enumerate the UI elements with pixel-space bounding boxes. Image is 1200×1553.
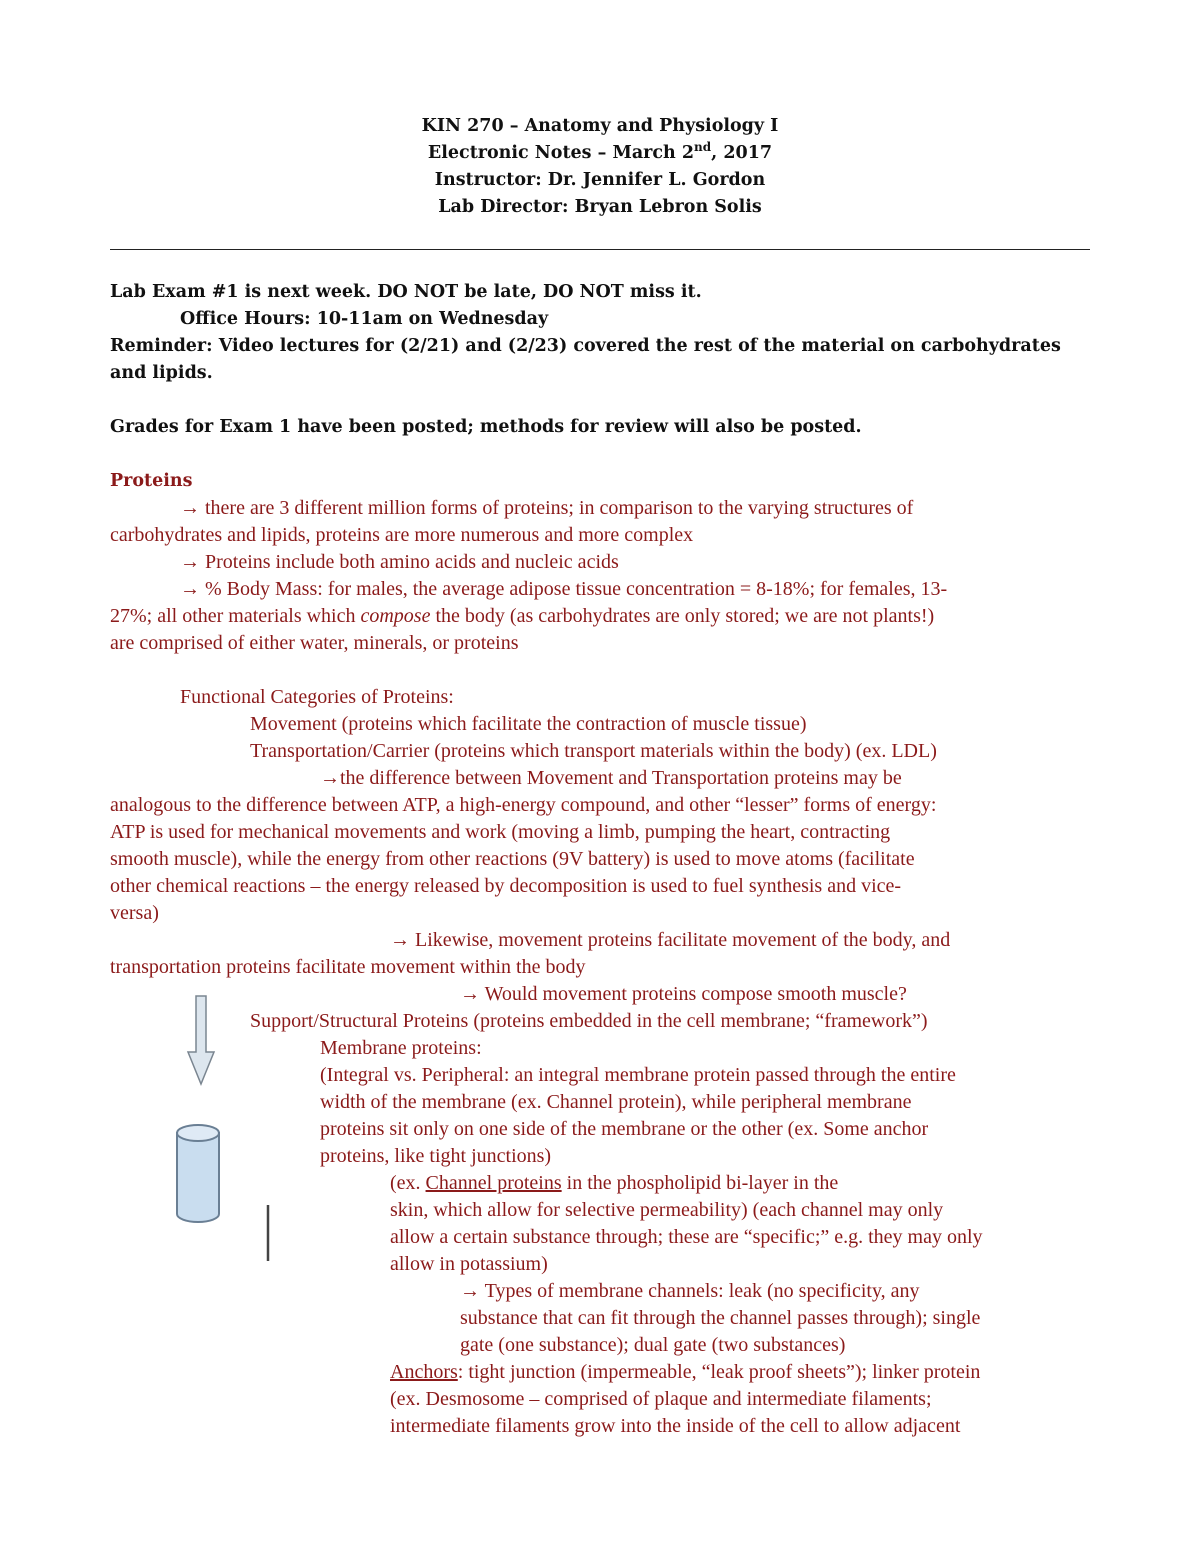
notes-date-suffix: , 2017 (711, 143, 773, 163)
channel-line-1-a: (ex. (390, 1172, 426, 1194)
proteins-para-3-line-2-c: the body (as carbohydrates are only stored; we are not plants!) (430, 605, 935, 627)
office-hours-note: Office Hours: 10-11am on Wednesday (180, 309, 549, 329)
functional-categories-heading: Functional Categories of Proteins: (180, 686, 454, 708)
reminder-line-1: Reminder: Video lectures for (2/21) and (2/23) covered the rest of the material on carbohydrates (110, 336, 1061, 356)
membrane-proteins-heading: Membrane proteins: (320, 1037, 482, 1059)
difference-line-6: versa) (110, 902, 159, 924)
lab-director-line: Lab Director: Bryan Lebron Solis (438, 197, 762, 217)
channel-proteins-term: Channel proteins (425, 1172, 562, 1194)
channel-line-1-c: in the phospholipid bi-layer in the (561, 1172, 839, 1194)
channel-line-1 (390, 1170, 838, 1197)
likewise-line-1: → Likewise, movement proteins facilitate movement of the body, and (390, 929, 951, 951)
proteins-heading: Proteins (110, 471, 193, 491)
smooth-muscle-question: → Would movement proteins compose smooth muscle? (460, 983, 907, 1005)
anchors-line-1 (390, 1359, 980, 1386)
lab-exam-note: Lab Exam #1 is next week. DO NOT be late, DO NOT miss it. (110, 282, 702, 302)
proteins-para-3-line-2-a: 27%; all other materials which (110, 605, 361, 627)
integral-line-4: proteins, like tight junctions) (320, 1145, 552, 1167)
proteins-para-3-line-1: → % Body Mass: for males, the average adipose tissue concentration = 8-18%; for females, 13- (180, 578, 948, 600)
support-category: Support/Structural Proteins (proteins embedded in the cell membrane; “framework”) (250, 1010, 928, 1032)
integral-line-3: proteins sit only on one side of the membrane or the other (ex. Some anchor (320, 1118, 929, 1140)
anchors-line-3: intermediate filaments grow into the inside of the cell to allow adjacent (390, 1415, 961, 1437)
difference-line-2: analogous to the difference between ATP, a high-energy compound, and other “lesser” forms of energy: (110, 794, 937, 816)
anchors-term: Anchors (390, 1361, 458, 1383)
vertical-bar-drawing (262, 1203, 274, 1265)
channel-types-line-2: substance that can fit through the channel passes through); single (460, 1307, 981, 1329)
anchors-line-2: (ex. Desmosome – comprised of plaque and intermediate filaments; (390, 1388, 932, 1410)
difference-line-5: other chemical reactions – the energy released by decomposition is used to fuel synthesis and vice- (110, 875, 902, 897)
notes-date-sup: nd (694, 140, 712, 154)
down-arrow-drawing (180, 990, 225, 1090)
compose-emphasis: compose (360, 605, 431, 627)
header-divider (110, 249, 1090, 250)
course-title: KIN 270 – Anatomy and Physiology I (421, 116, 779, 136)
difference-line-4: smooth muscle), while the energy from other reactions (9V battery) is used to move atoms (facilitate (110, 848, 915, 870)
channel-types-line-1: → Types of membrane channels: leak (no specificity, any (460, 1280, 920, 1302)
notes-date (0, 140, 1200, 167)
proteins-para-3-line-3: are comprised of either water, minerals, or proteins (110, 632, 519, 654)
channel-types-line-3: gate (one substance); dual gate (two substances) (460, 1334, 846, 1356)
transport-category: Transportation/Carrier (proteins which transport materials within the body) (ex. LDL) (250, 740, 937, 762)
notes-date-prefix: Electronic Notes – March 2 (427, 143, 695, 163)
channel-cylinder-drawing (170, 1118, 230, 1230)
proteins-para-2: → Proteins include both amino acids and nucleic acids (180, 551, 619, 573)
reminder-line-2: and lipids. (110, 363, 213, 383)
proteins-para-3-line-2 (110, 603, 934, 630)
channel-line-3: allow a certain substance through; these are “specific;” e.g. they may only (390, 1226, 983, 1248)
grades-note: Grades for Exam 1 have been posted; methods for review will also be posted. (110, 417, 862, 437)
proteins-para-1-line-1: → there are 3 different million forms of proteins; in comparison to the varying structures of (180, 497, 914, 519)
difference-line-3: ATP is used for mechanical movements and work (moving a limb, pumping the heart, contracting (110, 821, 891, 843)
anchors-line-1-b: : tight junction (impermeable, “leak proof sheets”); linker protein (457, 1361, 981, 1383)
difference-line-1: →the difference between Movement and Transportation proteins may be (320, 767, 902, 789)
channel-line-4: allow in potassium) (390, 1253, 548, 1275)
instructor-line: Instructor: Dr. Jennifer L. Gordon (434, 170, 766, 190)
channel-line-2: skin, which allow for selective permeability) (each channel may only (390, 1199, 944, 1221)
proteins-para-1-line-2: carbohydrates and lipids, proteins are more numerous and more complex (110, 524, 694, 546)
integral-line-2: width of the membrane (ex. Channel protein), while peripheral membrane (320, 1091, 912, 1113)
likewise-line-2: transportation proteins facilitate movement within the body (110, 956, 586, 978)
movement-category: Movement (proteins which facilitate the contraction of muscle tissue) (250, 713, 807, 735)
integral-line-1: (Integral vs. Peripheral: an integral membrane protein passed through the entire (320, 1064, 956, 1086)
